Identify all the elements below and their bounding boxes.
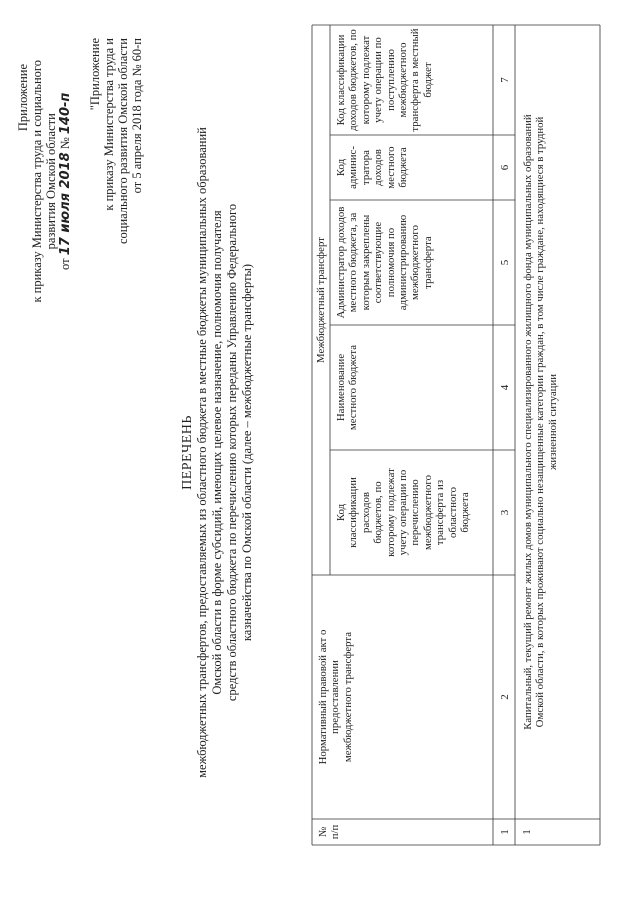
col-local-budget-header: Наименование местного бюджета — [335, 344, 360, 431]
col-income-code-header: Код классификации доходов бюджетов, по которому подлежат учету операции по поступлению межбюджетного трансферта в местный бюджет — [335, 28, 434, 132]
title-line4: казначейства по Омской области (далее – межбюджетные трансферты) — [240, 263, 254, 642]
appendix-new-line3: развития Омской области — [44, 113, 58, 250]
title-line3: средств областного бюджета по перечислению которых переданы Управлению Федерального — [225, 203, 239, 702]
title-heading: ПЕРЕЧЕНЬ — [180, 415, 195, 490]
appendix-new-line1: Приложение — [16, 64, 30, 132]
column-number-6: 6 — [499, 164, 511, 171]
row1-number: 1 — [521, 829, 533, 835]
column-number-4: 4 — [499, 384, 511, 391]
title-line2: Омской области в форме субсидий, имеющих целевое назначение, полномочия получателя — [210, 210, 224, 695]
handwritten-date: 17 июля 2018 — [58, 152, 73, 256]
appendix-old-line2: к приказу Министерства труда и — [102, 38, 116, 211]
title-line1: межбюджетных трансфертов, предоставляемых из областного бюджета в местные бюджеты муниципальных образований — [195, 127, 209, 778]
appendix-old-line1: "Приложение — [88, 38, 102, 111]
column-number-3: 3 — [499, 509, 511, 516]
appendix-new-line2: к приказу Министерства труда и социального — [30, 60, 44, 303]
handwritten-number: 140-п — [58, 92, 73, 135]
column-number-5: 5 — [499, 259, 511, 266]
col-legal-act-header: Нормативный правовой акт о предоставлении межбюджетного трансферта — [317, 629, 354, 765]
appendix-old-line3: социального развития Омской области — [116, 38, 130, 245]
col-administrator-header: Администратор доходов местного бюджета, за которым закреплены соответствующие полномочия по администрированию межбюджетного трансферта — [335, 206, 434, 319]
column-number-7: 7 — [499, 77, 511, 83]
col-number-header: № п/п — [317, 824, 342, 840]
column-number-2: 2 — [499, 694, 511, 700]
appendix-old-line4: от 5 апреля 2018 года № 60-п — [130, 38, 144, 194]
appendix-new-line4: от 17 июля 2018 № 140-п — [58, 92, 73, 270]
row1-description: Капитальный, текущий ремонт жилых домов муниципального специализированного жилищного фонда муниципальных образований Омской области, в которых проживают социально незащищенные категории граждан, в том числе граждане, находящиеся в трудной жизненной ситуации — [522, 114, 559, 730]
col-expense-code-header: Код классификации расходов бюджетов, по которому подлежат учету операции по перечислению межбюджетного трансферта из областного бюджета — [335, 468, 472, 557]
col-admin-code-header: Код админис- тратора доходов местного бюджета — [335, 146, 410, 189]
transfer-group-header: Межбюджетный трансферт — [315, 237, 327, 363]
column-number-1: 1 — [499, 829, 511, 835]
